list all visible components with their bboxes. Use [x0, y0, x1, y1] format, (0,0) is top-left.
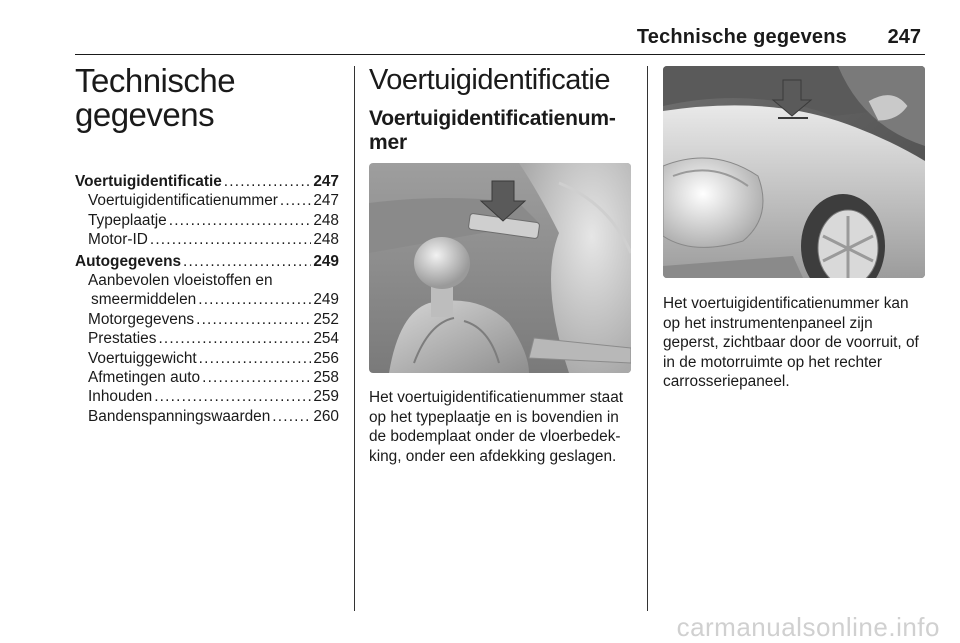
toc-leader — [199, 349, 312, 368]
toc-label: smeermiddelen — [91, 291, 197, 309]
running-header-title: Technische gegevens — [636, 26, 847, 48]
toc-label: Voertuigidentificatie — [75, 172, 222, 190]
toc-leader — [183, 252, 311, 271]
section-heading: Voertuigidentificatie — [369, 64, 610, 96]
toc-page: 247 — [313, 192, 339, 210]
toc-item-vin[interactable] — [75, 191, 339, 210]
floor-vin-illustration — [369, 163, 631, 373]
toc-page: 249 — [313, 252, 339, 270]
toc-item-tyre-pressures[interactable] — [75, 407, 339, 426]
text-line: Het voertuigidentificatienummer kan — [663, 295, 909, 312]
text-line: in de motorruimte op het rechter — [663, 353, 882, 371]
toc-leader — [202, 368, 311, 387]
toc-page: 260 — [313, 407, 339, 425]
text-line: de bodemplaat onder de vloerbedek- — [369, 428, 621, 446]
toc-page: 248 — [313, 231, 339, 249]
toc-leader — [198, 290, 311, 309]
toc-item-capacities[interactable] — [75, 387, 339, 406]
toc-page: 254 — [313, 330, 339, 348]
subsection-heading-line: mer — [369, 131, 407, 154]
toc-leader — [196, 310, 311, 329]
chapter-title-line: gegevens — [75, 96, 215, 133]
toc-page: 252 — [313, 310, 339, 328]
toc-item-performance[interactable] — [75, 329, 339, 348]
vin-floor-paragraph — [369, 388, 635, 466]
text-line: op het instrumentenpaneel zijn — [663, 314, 873, 332]
toc-section-vehicle-data[interactable] — [75, 252, 339, 271]
table-of-contents — [75, 172, 339, 426]
toc-page: 248 — [313, 211, 339, 229]
toc-item-fluids-line1[interactable] — [75, 271, 339, 290]
floor-vin-image — [369, 163, 631, 373]
column-divider-right — [647, 66, 648, 611]
text-line: Het voertuigidentificatienummer staat — [369, 389, 624, 406]
text-line: carrosseriepaneel. — [663, 373, 790, 391]
text-line: king, onder een afdekking geslagen. — [369, 447, 617, 465]
toc-item-vehicle-weight[interactable] — [75, 349, 339, 368]
toc-label: Voertuiggewicht — [88, 349, 197, 367]
toc-label: Inhouden — [88, 388, 153, 406]
toc-label: Bandenspanningswaarden — [88, 407, 271, 425]
text-line: op het typeplaatje en is bovendien in — [369, 408, 619, 426]
toc-section-vehicle-identification[interactable] — [75, 172, 339, 191]
toc-label: Motor-ID — [88, 231, 148, 249]
toc-label: Voertuigidentificatienummer — [88, 192, 278, 210]
chapter-title — [75, 64, 345, 132]
toc-leader — [169, 211, 312, 230]
toc-label: Motorgegevens — [88, 310, 195, 328]
toc-leader — [280, 191, 311, 210]
toc-leader — [150, 230, 311, 249]
vin-windshield-paragraph — [663, 294, 933, 392]
text-line: geperst, zichtbaar door de voorruit, of — [663, 334, 919, 352]
subsection-heading — [369, 107, 639, 155]
toc-label: Autogegevens — [75, 252, 182, 270]
toc-label: Prestaties — [88, 330, 157, 348]
toc-leader — [224, 172, 312, 191]
toc-leader — [272, 407, 311, 426]
toc-item-engine-id[interactable] — [75, 230, 339, 249]
watermark: carmanualsonline.info — [676, 612, 940, 642]
toc-leader — [154, 387, 311, 406]
toc-item-type-plate[interactable] — [75, 211, 339, 230]
toc-label: Afmetingen auto — [88, 368, 201, 386]
toc-item-engine-data[interactable] — [75, 310, 339, 329]
toc-page: 258 — [313, 368, 339, 386]
subsection-heading-line: Voertuigidentificatienum- — [369, 107, 616, 130]
chapter-title-line: Technische — [75, 62, 236, 99]
page-header — [75, 20, 925, 55]
toc-page: 247 — [313, 172, 339, 190]
column-divider-left — [354, 66, 355, 611]
windshield-vin-image — [663, 66, 925, 278]
toc-item-dimensions[interactable] — [75, 368, 339, 387]
windshield-vin-illustration — [663, 66, 925, 278]
page-number: 247 — [887, 26, 921, 48]
toc-leader — [158, 329, 311, 348]
toc-page: 259 — [313, 388, 339, 406]
toc-page: 256 — [313, 349, 339, 367]
toc-item-fluids[interactable] — [75, 290, 339, 309]
toc-label: Aanbevolen vloeistoffen en — [88, 271, 273, 289]
toc-page: 249 — [313, 291, 339, 309]
toc-label: Typeplaatje — [88, 211, 167, 229]
